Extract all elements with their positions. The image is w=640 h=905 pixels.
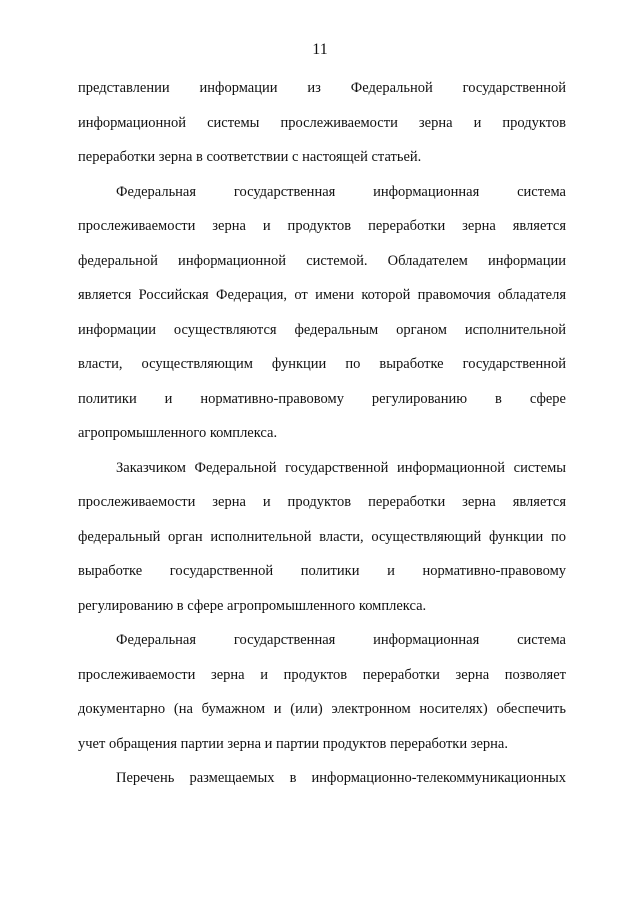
text-line: власти, осуществляющим функции по выработке государственной: [78, 356, 566, 372]
document-body: [78, 78, 566, 803]
paragraph: [78, 182, 566, 458]
text-line: переработки зерна в соответствии с настоящей статьей.: [78, 149, 422, 165]
text-line: агропромышленного комплекса.: [78, 425, 278, 441]
text-line: представлении информации из Федеральной государственной: [78, 80, 566, 96]
text-line: политики и нормативно-правовому регулированию в сфере: [78, 390, 566, 407]
text-line: прослеживаемости зерна и продуктов переработки зерна позволяет: [78, 666, 566, 683]
text-line: Федеральная государственная информационная система: [116, 632, 566, 648]
text-line: прослеживаемости зерна и продуктов переработки зерна является: [78, 218, 566, 234]
text-line: информации осуществляются федеральным органом исполнительной: [78, 321, 566, 338]
paragraph: [78, 78, 566, 182]
paragraph: [78, 630, 566, 768]
text-line: Федеральная государственная информационная система: [116, 183, 566, 200]
text-line: Заказчиком Федеральной государственной информационной системы: [116, 459, 566, 476]
paragraph: [78, 458, 566, 631]
text-line: прослеживаемости зерна и продуктов переработки зерна является: [78, 494, 566, 510]
text-line: документарно (на бумажном и (или) электронном носителях) обеспечить: [78, 701, 566, 717]
text-line: федеральной информационной системой. Обладателем информации: [78, 252, 566, 269]
paragraph: [78, 768, 566, 803]
text-line: Перечень размещаемых в информационно-телекоммуникационных: [116, 770, 566, 786]
text-line: учет обращения партии зерна и партии продуктов переработки зерна.: [78, 735, 508, 752]
text-line: федеральный орган исполнительной власти, осуществляющий функции по: [78, 528, 566, 545]
text-line: является Российская Федерация, от имени которой правомочия обладателя: [78, 287, 566, 303]
text-line: выработке государственной политики и нормативно-правовому: [78, 563, 566, 579]
page-number: 11: [312, 41, 328, 58]
text-line: информационной системы прослеживаемости зерна и продуктов: [78, 114, 566, 131]
text-line: регулированию в сфере агропромышленного комплекса.: [78, 597, 427, 614]
